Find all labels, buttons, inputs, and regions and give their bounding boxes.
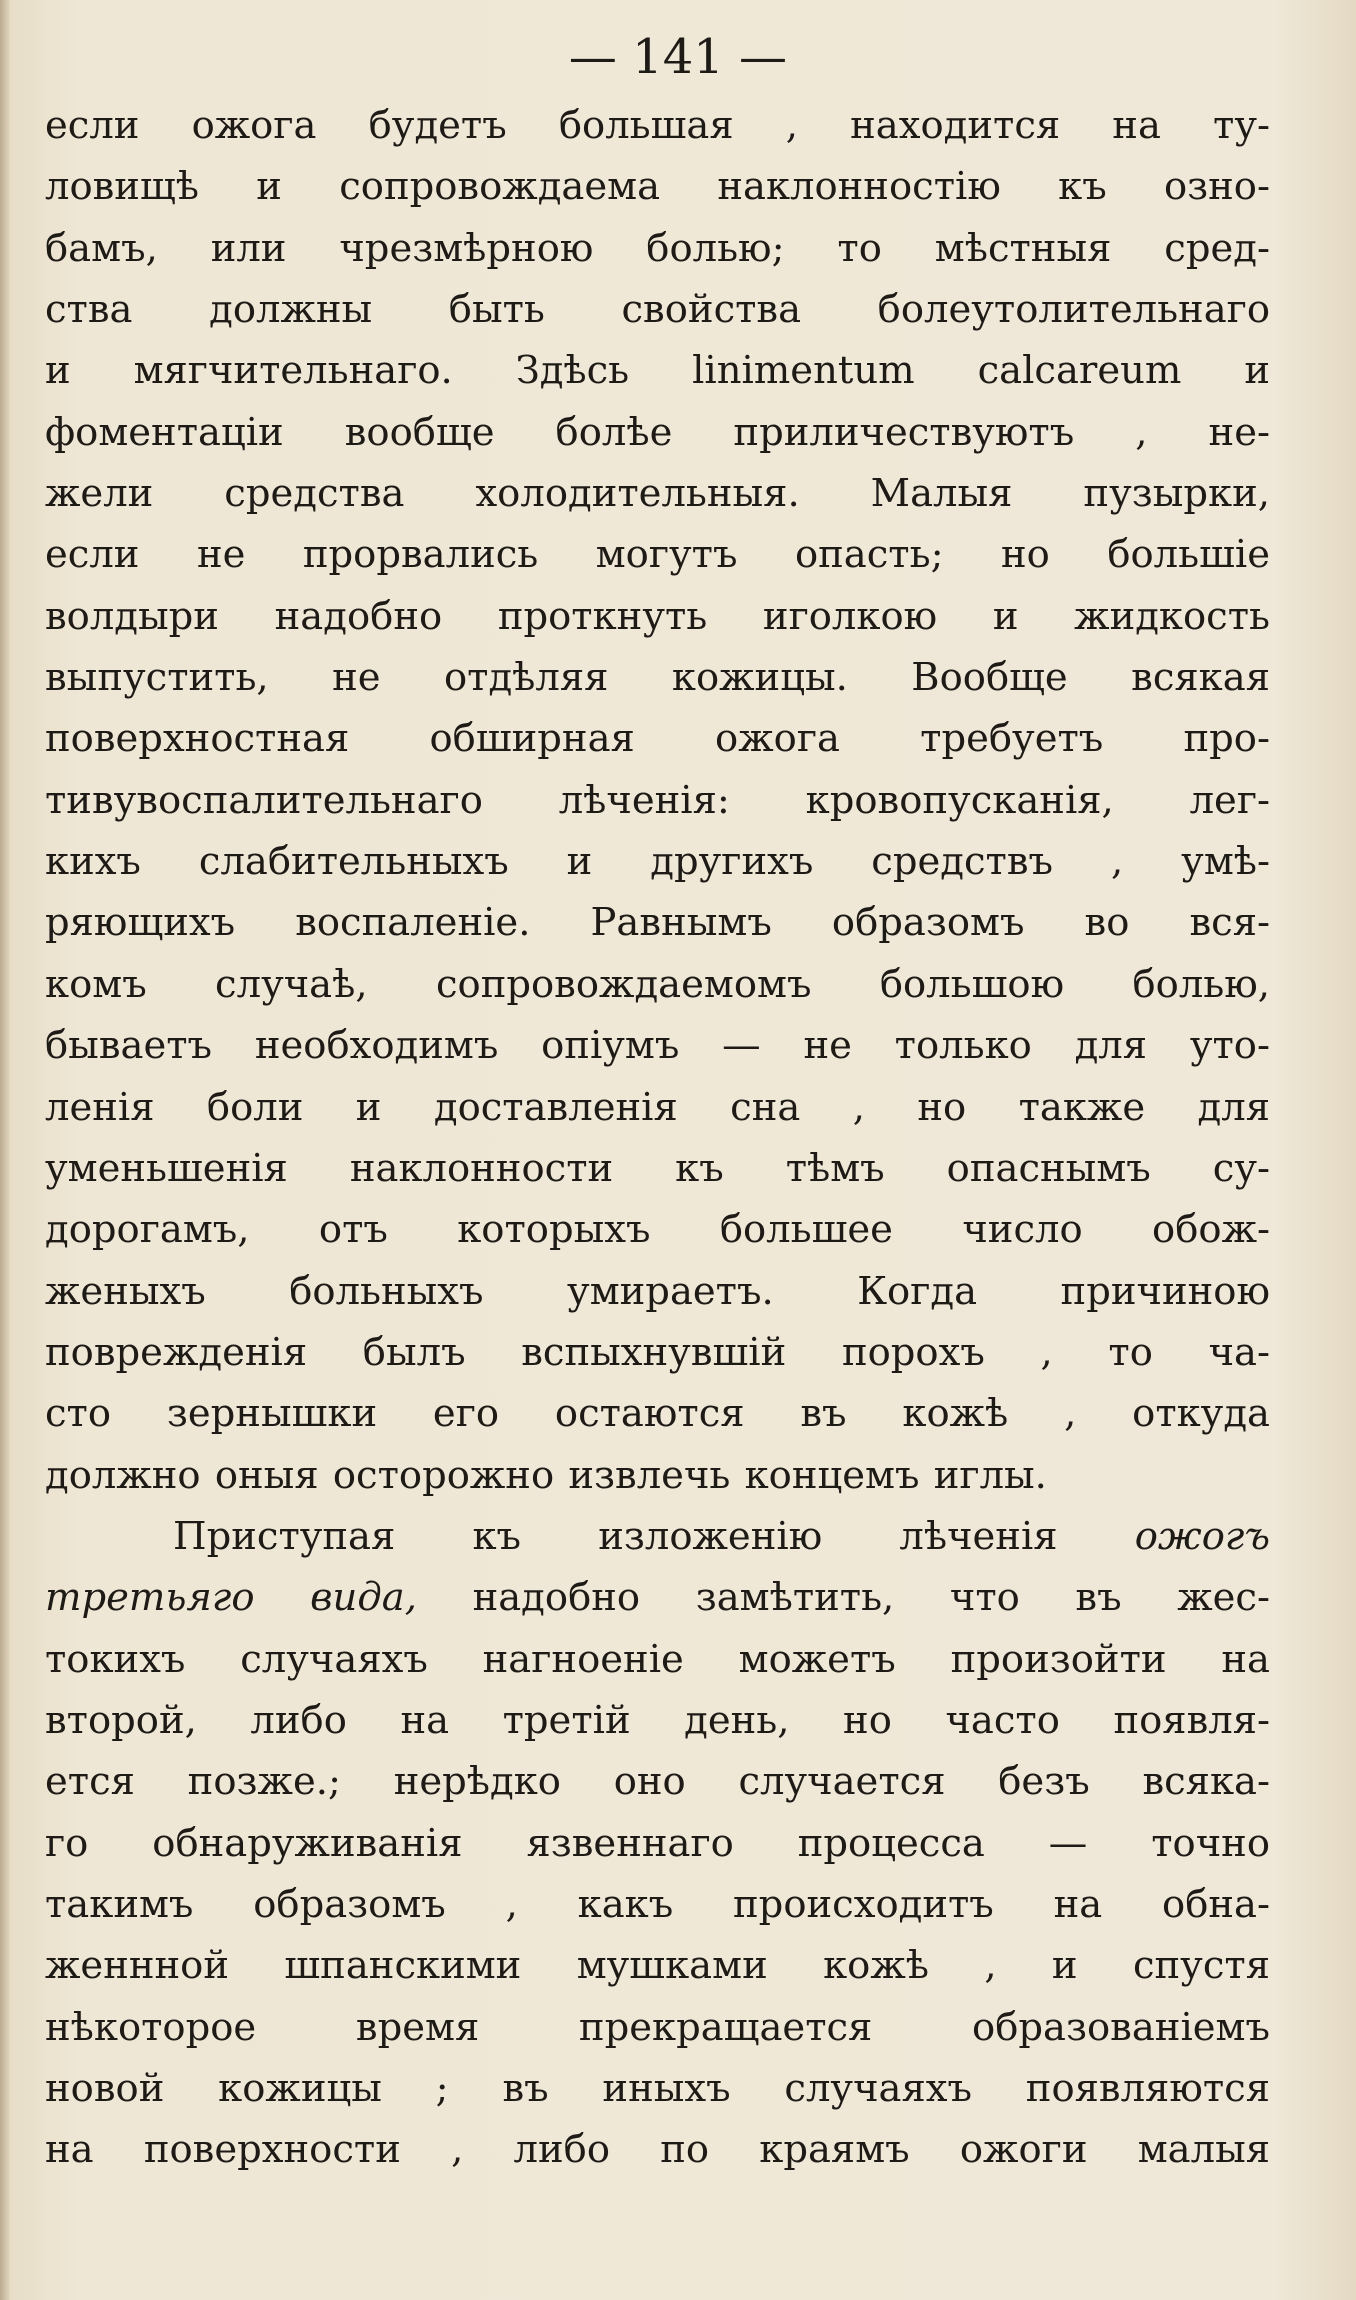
- page-number: — 141 —: [568, 29, 788, 85]
- text-line: жели средства холодительныя. Малыя пузырки,: [45, 471, 1270, 517]
- text-line: фоментаціи вообще болѣе приличествуютъ , не-: [45, 409, 1270, 455]
- text-line: волдыри надобно проткнуть иголкою и жидкость: [45, 593, 1270, 639]
- text-run: Приступая къ изложенію лѣченія: [173, 1513, 1135, 1559]
- text-line: новой кожицы ; въ иныхъ случаяхъ появляются: [45, 2066, 1270, 2111]
- text-line: выпустить, не отдѣляя кожицы. Вообще всякая: [45, 655, 1270, 701]
- text-line: ется позже.; нерѣдко оно случается безъ всяка-: [45, 1759, 1270, 1805]
- page-spine-shadow: [0, 0, 10, 2300]
- italic-term: третьяго вида,: [45, 1575, 417, 1621]
- text-line: го обнаруживанія язвеннаго процесса — точно: [45, 1820, 1270, 1866]
- text-line: на поверхности , либо по краямъ ожоги малыя: [45, 2127, 1270, 2173]
- text-line: [45, 1567, 1270, 1628]
- text-line: должно оныя осторожно извлечь концемъ иглы.: [45, 1452, 1047, 1498]
- text-line: такимъ образомъ , какъ происходитъ на обна-: [45, 1881, 1270, 1927]
- text-line: нѣкоторое время прекращается образованіемъ: [45, 2004, 1270, 2050]
- text-line: кихъ слабительныхъ и другихъ средствъ , умѣ-: [45, 839, 1270, 885]
- text-line: ловищѣ и сопровождаема наклонностію къ озно-: [45, 164, 1270, 210]
- text-line: ства должны быть свойства болеутолительнаго: [45, 287, 1270, 333]
- text-line: сто зернышки его остаются въ кожѣ , откуда: [45, 1391, 1270, 1437]
- text-line: женыхъ больныхъ умираетъ. Когда причиною: [45, 1268, 1270, 1314]
- text-line: комъ случаѣ, сопровождаемомъ большою болью,: [45, 961, 1270, 1007]
- paragraph-start-line: [45, 1506, 1270, 1567]
- text-line: и мягчительнаго. Здѣсь linimentum calcareum и: [45, 348, 1270, 394]
- text-line: токихъ случаяхъ нагноеніе можетъ произойти на: [45, 1636, 1270, 1682]
- text-line: ленія боли и доставленія сна , но также для: [45, 1084, 1270, 1130]
- text-line: дорогамъ, отъ которыхъ большее число обож-: [45, 1207, 1270, 1253]
- text-line: второй, либо на третій день, но часто появля-: [45, 1697, 1270, 1743]
- text-line: поврежденія былъ вспыхнувшій порохъ , то ча-: [45, 1329, 1270, 1375]
- text-line: тивувоспалительнаго лѣченія: кровопусканія, лег-: [45, 777, 1270, 823]
- italic-term: ожогъ: [1134, 1513, 1270, 1559]
- text-line: бываетъ необходимъ опіумъ — не только для уто-: [45, 1023, 1270, 1069]
- text-line: поверхностная обширная ожога требуетъ про-: [45, 716, 1270, 762]
- text-line: бамъ, или чрезмѣрною болью; то мѣстныя сред-: [45, 225, 1270, 271]
- text-line: женнной шпанскими мушками кожѣ , и спустя: [45, 1943, 1270, 1989]
- text-line: ряющихъ воспаленіе. Равнымъ образомъ во вся-: [45, 900, 1270, 946]
- text-line: уменьшенія наклонности къ тѣмъ опаснымъ су-: [45, 1145, 1270, 1191]
- text-run: надобно замѣтить, что въ жес-: [416, 1575, 1270, 1621]
- page-body-text: [45, 95, 1270, 2181]
- text-line: если ожога будетъ большая , находится на ту-: [45, 103, 1270, 148]
- text-line: если не прорвались могутъ опасть; но большіе: [45, 532, 1270, 578]
